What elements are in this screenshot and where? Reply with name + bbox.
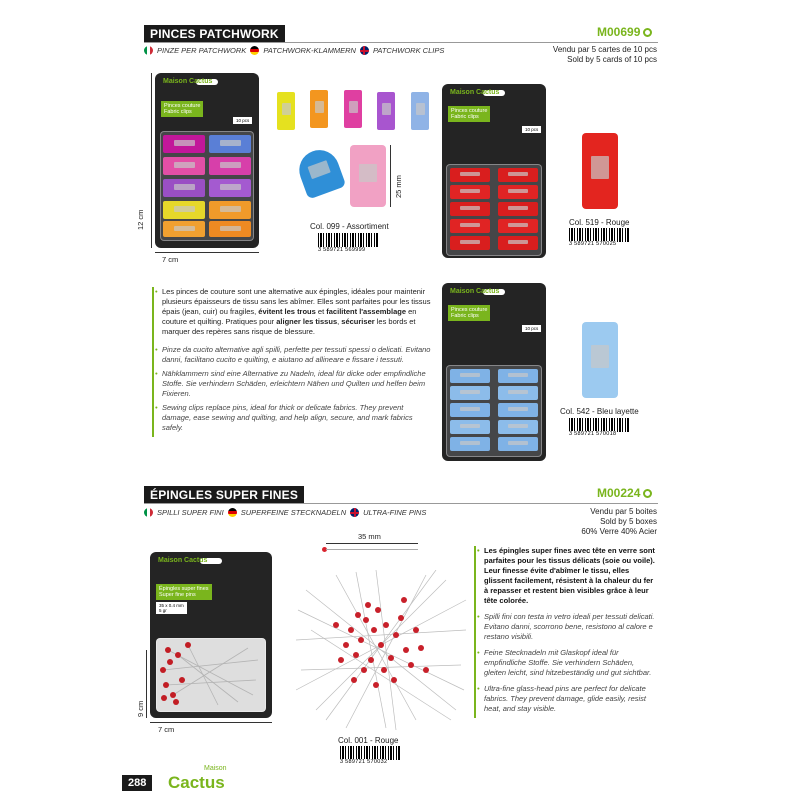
ref-text: M00224	[597, 486, 641, 500]
clip-purple	[377, 92, 395, 130]
card-label	[161, 101, 203, 117]
pin-shaft	[326, 549, 418, 550]
uk-flag-icon	[360, 46, 369, 55]
clip-blue	[498, 437, 538, 451]
variant-519-label: Col. 519 - Rouge	[569, 218, 630, 227]
desc-fr-bold: sécuriser	[341, 317, 375, 326]
card-label	[448, 106, 490, 122]
desc-fr-bold: facilitent l'assemblage	[326, 307, 406, 316]
desc-fr-part: les bords et marquer des repères sans risque de blessure.	[162, 317, 416, 336]
height-dimension: 12 cm	[136, 209, 145, 230]
clip-blue	[209, 135, 251, 153]
variant-542-label: Col. 542 - Bleu layette	[560, 407, 639, 416]
lang-it: PINZE PER PATCHWORK	[157, 46, 247, 55]
section-divider	[144, 503, 658, 504]
clip-blue	[450, 420, 490, 434]
sold-info	[553, 45, 657, 65]
width-dimension-line	[155, 252, 259, 253]
card-logo: Maison Cactus	[163, 78, 213, 85]
circle-icon	[643, 489, 652, 498]
clip-red	[450, 202, 490, 216]
section-divider	[144, 42, 658, 43]
card-label-sub: Super fine pins	[159, 592, 196, 598]
clip-blue	[450, 369, 490, 383]
card-tag-text: 35 x 0.4 mm	[159, 603, 184, 608]
clip-orange	[163, 221, 205, 237]
variant-001-label: Col. 001 - Rouge	[338, 736, 399, 745]
germany-flag-icon	[250, 46, 259, 55]
desc-fr-bold: évitent les trous	[258, 307, 316, 316]
clip-red	[450, 185, 490, 199]
card-logo: Maison Cactus	[450, 288, 500, 295]
brand-small: Maison	[204, 765, 227, 772]
description-patchwork	[152, 287, 432, 437]
product-ref-patchwork	[597, 25, 652, 39]
brand-logo	[168, 765, 227, 793]
language-line	[144, 46, 444, 55]
italy-flag-icon	[144, 46, 153, 55]
card-label-sub: Fabric clips	[451, 313, 479, 319]
clip-orange	[310, 90, 328, 128]
lang-en: ULTRA-FINE PINS	[363, 508, 427, 517]
lang-de: SUPERFEINE STECKNADELN	[240, 508, 347, 517]
clip-red	[450, 219, 490, 233]
barcode-519	[569, 228, 629, 242]
desc-fr: • Les épingles super fines avec tête en verre sont parfaites pour les tissus délicats (soie ou voile). Leur finesse évite d'abîmer le tissu, elles glissent facilement, résistent à la chaleur du fer à repasser et restent bien visibles grâce à leur tête colorée.	[484, 546, 658, 606]
product-card-blue	[442, 283, 546, 461]
clip-blue	[498, 386, 538, 400]
card-label-sub: Fabric clips	[451, 114, 479, 120]
card-label-sub: Fabric clips	[164, 109, 192, 115]
barcode-001	[340, 746, 400, 760]
pins-pile	[296, 570, 471, 730]
clip-pink	[209, 157, 251, 175]
card-logo: Maison Cactus	[450, 89, 500, 96]
pin-dimension-line	[326, 543, 418, 544]
lang-en: PATCHWORK CLIPS	[372, 46, 445, 55]
clip-red	[498, 168, 538, 182]
accent-bar	[152, 287, 154, 437]
desc-it: • Spilli fini con testa in vetro ideali per tessuti delicati. Evitano danni, scorrono bene, resistono al calore e restano visibili.	[484, 612, 658, 642]
barcode-542	[569, 418, 629, 432]
desc-fr-part: Les pinces de couture sont une alternative aux épingles, idéales pour maintenir plusieurs épaisseurs de tissu sans les abîmer. Elles sont parfaites pour les tissus épais (jean, cuir) ou fragiles,	[162, 287, 431, 316]
card-label-text: Épingles super fines	[159, 586, 209, 592]
desc-de: • Feine Stecknadeln mit Glaskopf ideal für empfindliche Stoffe. Sie verhindern Schäden, gleiten leicht, sind hitzebeständig und gut sichtbar.	[484, 648, 658, 678]
pin-dimension: 35 mm	[358, 532, 381, 541]
desc-de: • Nähklammern sind eine Alternative zu Nadeln, ideal für dicke oder empfindliche Stoffe. Sie verhindern Schäden, erleichtern Nähen und Quilten und helfen beim Fixieren.	[162, 369, 432, 399]
height-dimension-line	[151, 73, 152, 248]
circle-icon	[643, 28, 652, 37]
italy-flag-icon	[144, 508, 153, 517]
clip-red	[450, 236, 490, 250]
desc-fr-part: en couture et quilting. Pratiques pour	[162, 307, 417, 326]
ref-text: M00699	[597, 25, 641, 39]
product-ref-pins	[597, 486, 652, 500]
barcode-542-number: 3 589721 570018	[569, 431, 617, 437]
clip-dimension: 25 mm	[394, 175, 403, 198]
desc-it: • Pinze da cucito alternative agli spilli, perfette per tessuti spessi o delicati. Evitano danni, facilitano cucito e quilting, e aiutano ad allineare e fissare i tessuti.	[162, 345, 432, 365]
card-label	[156, 584, 212, 600]
product-card-red	[442, 84, 546, 258]
clip-blue	[411, 92, 429, 130]
width-dimension-line	[150, 722, 272, 723]
desc-fr-part: et	[315, 307, 327, 316]
barcode-001-number: 3 589721 570032	[340, 759, 388, 765]
clip-dimension-line	[390, 145, 391, 207]
variant-099-label: Col. 099 - Assortiment	[310, 222, 389, 231]
card-tag: 10 pcs	[522, 126, 541, 133]
sold-en: Sold by 5 cards of 10 pcs	[567, 55, 657, 64]
height-dimension: 9 cm	[136, 700, 145, 717]
clip-blue	[498, 420, 538, 434]
barcode-519-number: 3 589721 570025	[569, 241, 617, 247]
page-number: 288	[122, 775, 152, 791]
card-label-text: Pinces couture	[164, 103, 201, 109]
pin-box-contents	[158, 640, 264, 710]
sold-info	[581, 507, 657, 537]
width-dimension: 7 cm	[158, 725, 175, 734]
language-line	[144, 508, 426, 517]
clip-red	[450, 168, 490, 182]
clip-blue-open	[294, 144, 347, 199]
clip-orange	[209, 221, 251, 237]
clip-red	[498, 202, 538, 216]
card-label-text: Pinces couture	[451, 307, 488, 313]
sold-fr: Vendu par 5 cartes de 10 pcs	[552, 45, 657, 54]
desc-en: • Ultra-fine glass-head pins are perfect for delicate fabrics. They prevent damage, glide easily, resist heat, and stay visible.	[484, 684, 658, 714]
clip-purple	[209, 179, 251, 197]
description-pins	[474, 546, 658, 718]
card-tag: 10 pcs	[233, 117, 252, 124]
clip-orange	[209, 201, 251, 219]
desc-en: • Sewing clips replace pins, ideal for thick or delicate fabrics. They prevent damage, ease sewing and quilting, and help align, secure, and mark fabrics safely.	[162, 403, 432, 433]
clip-red	[498, 236, 538, 250]
clip-pink	[344, 90, 362, 128]
clip-blue	[450, 403, 490, 417]
clip-pink-side	[350, 145, 386, 207]
brand-name: Cactus	[168, 773, 225, 792]
card-logo: Maison Cactus	[158, 557, 208, 564]
uk-flag-icon	[350, 508, 359, 517]
clip-blue-single	[582, 322, 618, 398]
sold-fr: Vendu par 5 boites	[590, 507, 657, 516]
germany-flag-icon	[228, 508, 237, 517]
accent-bar	[474, 546, 476, 718]
card-label-text: Pinces couture	[451, 108, 488, 114]
sold-en: Sold by 5 boxes	[600, 517, 657, 526]
section-title-pins: ÉPINGLES SUPER FINES	[144, 486, 304, 504]
clip-blue	[498, 403, 538, 417]
card-tag-weight: 5 gr	[159, 608, 167, 613]
desc-fr	[162, 287, 432, 337]
desc-fr-bold: aligner les tissus	[276, 317, 338, 326]
clip-pink	[163, 157, 205, 175]
desc-fr-part: ,	[337, 317, 342, 326]
clip-yellow	[163, 201, 205, 219]
composition: 60% Verre 40% Acier	[581, 527, 657, 536]
clip-red	[498, 219, 538, 233]
product-card-assortment	[155, 73, 259, 248]
card-label	[448, 305, 490, 321]
clip-red-single	[582, 133, 618, 209]
height-dimension-line	[146, 650, 147, 718]
barcode-099	[318, 233, 378, 247]
section-title-patchwork: PINCES PATCHWORK	[144, 25, 285, 43]
clip-purple	[163, 179, 205, 197]
clip-yellow	[277, 92, 295, 130]
card-tag	[156, 602, 187, 614]
clip-magenta	[163, 135, 205, 153]
barcode-099-number: 3 589721 569999	[318, 247, 366, 253]
clip-blue	[450, 437, 490, 451]
width-dimension: 7 cm	[162, 255, 179, 264]
lang-it: SPILLI SUPER FINI	[157, 508, 224, 517]
clip-blue	[450, 386, 490, 400]
clip-blue	[498, 369, 538, 383]
clip-red	[498, 185, 538, 199]
card-tag: 10 pcs	[522, 325, 541, 332]
lang-de: PATCHWORK-KLAMMERN	[263, 46, 356, 55]
